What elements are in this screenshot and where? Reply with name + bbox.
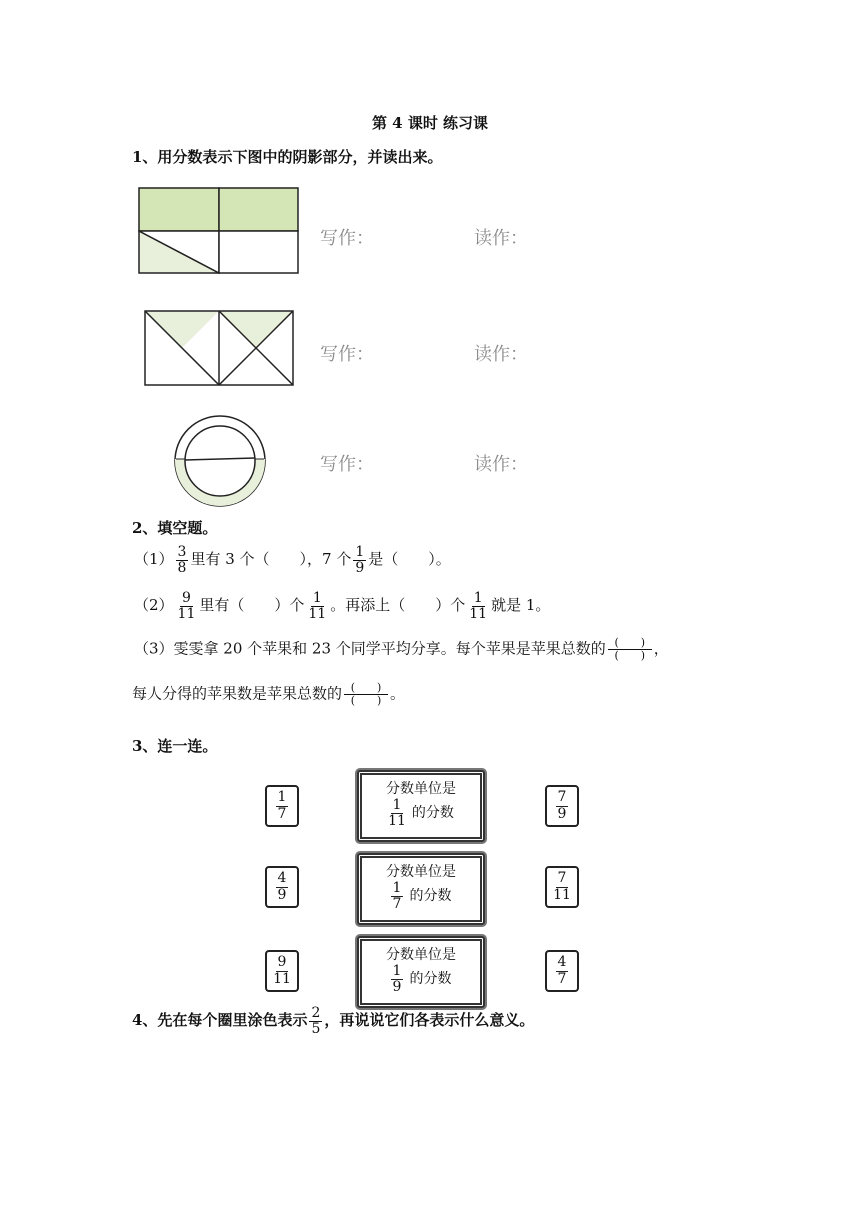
fraction-1-9: $\frac{1}{9}$ — [355, 544, 365, 576]
rect-top-left-shaded — [139, 188, 219, 231]
middle-box-3[interactable]: 分数单位是 1 9 的分数 — [357, 936, 485, 1008]
fraction-1-11-a: $\frac{1}{11}$ — [308, 590, 327, 622]
blank-fraction-2: $\frac{( )}{( )}$ — [344, 682, 388, 707]
read-label-2: 读作： — [474, 344, 528, 365]
rect-bottom-right — [219, 231, 298, 273]
write-label-2: 写作： — [320, 344, 374, 365]
read-label-1: 读作： — [474, 228, 528, 249]
question-3-heading: 3、连一连。 — [132, 737, 218, 755]
fill-blank-1: （1） $\frac{3}{8}$ 里有 3 个（ ），7 个 $\frac{1}{9}$ 是（ ）。 — [134, 544, 451, 576]
fill-blank-2: （2） $\frac{9}{11}$ 里有（ ）个 $\frac{1}{11}$ 。再添上（ ）个 $\frac{1}{11}$ 就是 1。 — [134, 590, 551, 622]
right-card-1[interactable]: 7 9 — [545, 785, 579, 827]
ring-inner-circle — [185, 426, 255, 496]
fill-blank-3-line1: （3）雯雯拿 20 个苹果和 23 个同学平均分享。每个苹果是苹果总数的 $\frac{( )}{( )}$ ， — [134, 636, 669, 663]
write-label-1: 写作： — [320, 228, 374, 249]
rect-top-right-shaded — [219, 188, 298, 231]
fraction-2-5: $\frac{2}{5}$ — [311, 1005, 321, 1037]
left-card-1[interactable]: 1 7 — [265, 785, 299, 827]
page-title: 第 4 课时 练习课 — [371, 114, 489, 132]
left-card-3[interactable]: 9 11 — [265, 950, 299, 992]
right-card-2[interactable]: 7 11 — [545, 866, 579, 908]
right-card-3[interactable]: 4 7 — [545, 950, 579, 992]
question-4: 4、先在每个圈里涂色表示 $\frac{2}{5}$ ，再说说它们各表示什么意义。 — [132, 1005, 535, 1037]
figure-diagonal-rectangle — [143, 308, 298, 388]
shade-right-triangle — [219, 311, 293, 348]
middle-box-1[interactable]: 分数单位是 1 11 的分数 — [357, 770, 485, 842]
write-label-3: 写作： — [320, 454, 374, 475]
figure-rectangle — [136, 185, 302, 277]
figure-ring — [172, 413, 268, 509]
shade-left-triangle — [145, 311, 219, 348]
question-2-heading: 2、填空题。 — [132, 519, 218, 537]
fill-blank-3-line2: 每人分得的苹果数是苹果总数的 $\frac{( )}{( )}$ 。 — [132, 681, 406, 708]
left-card-2[interactable]: 4 9 — [265, 866, 299, 908]
read-label-3: 读作： — [474, 454, 528, 475]
middle-box-2[interactable]: 分数单位是 1 7 的分数 — [357, 853, 485, 925]
fraction-9-11: $\frac{9}{11}$ — [177, 590, 196, 622]
fraction-1-11-b: $\frac{1}{11}$ — [469, 590, 488, 622]
blank-fraction-1: $\frac{( )}{( )}$ — [608, 637, 652, 662]
fraction-3-8: $\frac{3}{8}$ — [177, 544, 187, 576]
question-1-heading: 1、用分数表示下图中的阴影部分，并读出来。 — [132, 148, 443, 166]
